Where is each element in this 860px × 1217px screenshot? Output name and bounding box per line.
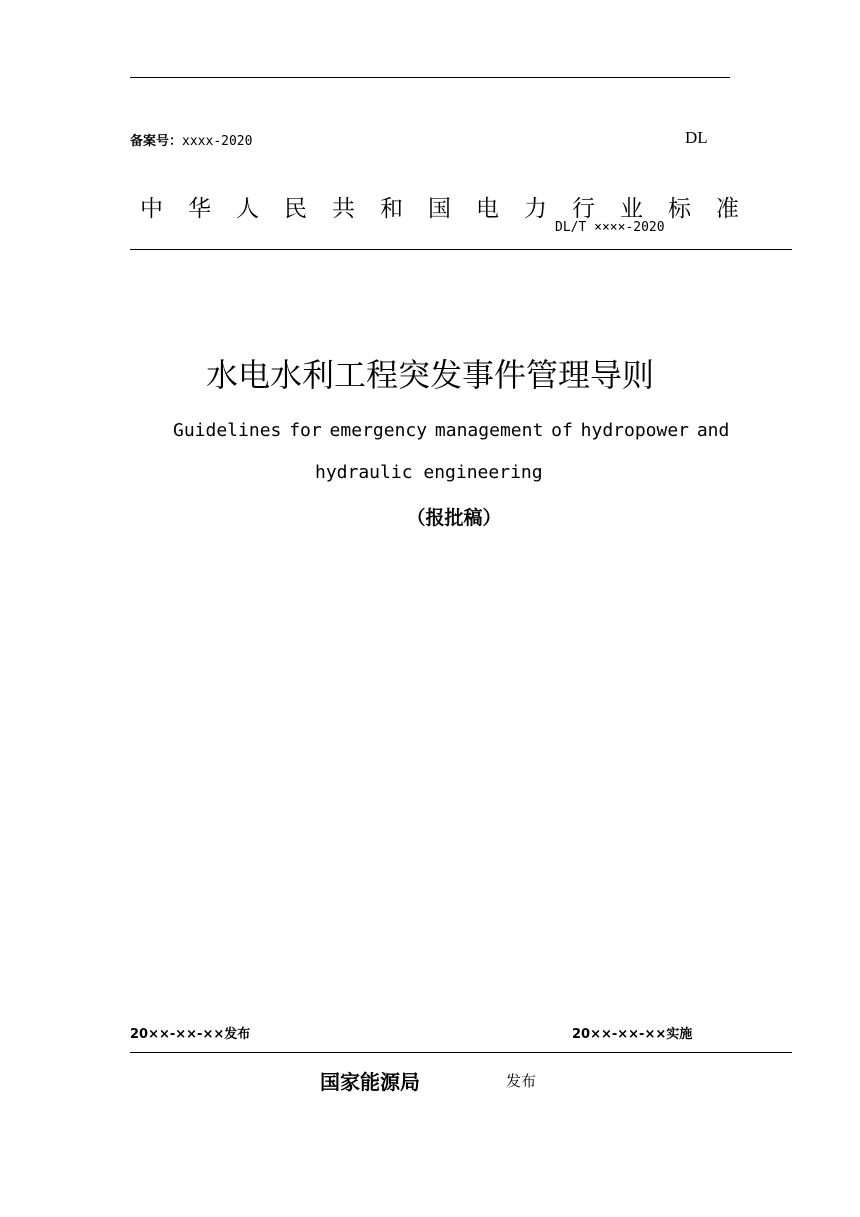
implementation-date: 20××-××-××实施	[572, 1027, 693, 1042]
standard-number: DL/T ××××-2020	[555, 220, 665, 235]
filing-label: 备案号：	[130, 134, 183, 149]
draft-status: （报批稿）	[406, 507, 502, 529]
top-divider	[130, 77, 730, 78]
header-divider	[130, 249, 792, 250]
standard-category-title: 中华人民共和国电力行业标准	[140, 196, 764, 222]
issued-label: 发布	[506, 1072, 537, 1090]
issue-date: 20××-××-××发布	[130, 1027, 251, 1042]
english-title-line-1: Guidelines for emergency management of hydropower and	[173, 420, 730, 441]
dl-mark: DL	[685, 128, 708, 147]
footer-divider	[130, 1052, 792, 1053]
english-title-line-2: hydraulic engineering	[315, 462, 543, 483]
filing-number	[130, 130, 252, 149]
filing-value: xxxx-2020	[182, 134, 253, 149]
document-title: 水电水利工程突发事件管理导则	[205, 356, 654, 394]
issuing-authority: 国家能源局	[320, 1070, 420, 1094]
